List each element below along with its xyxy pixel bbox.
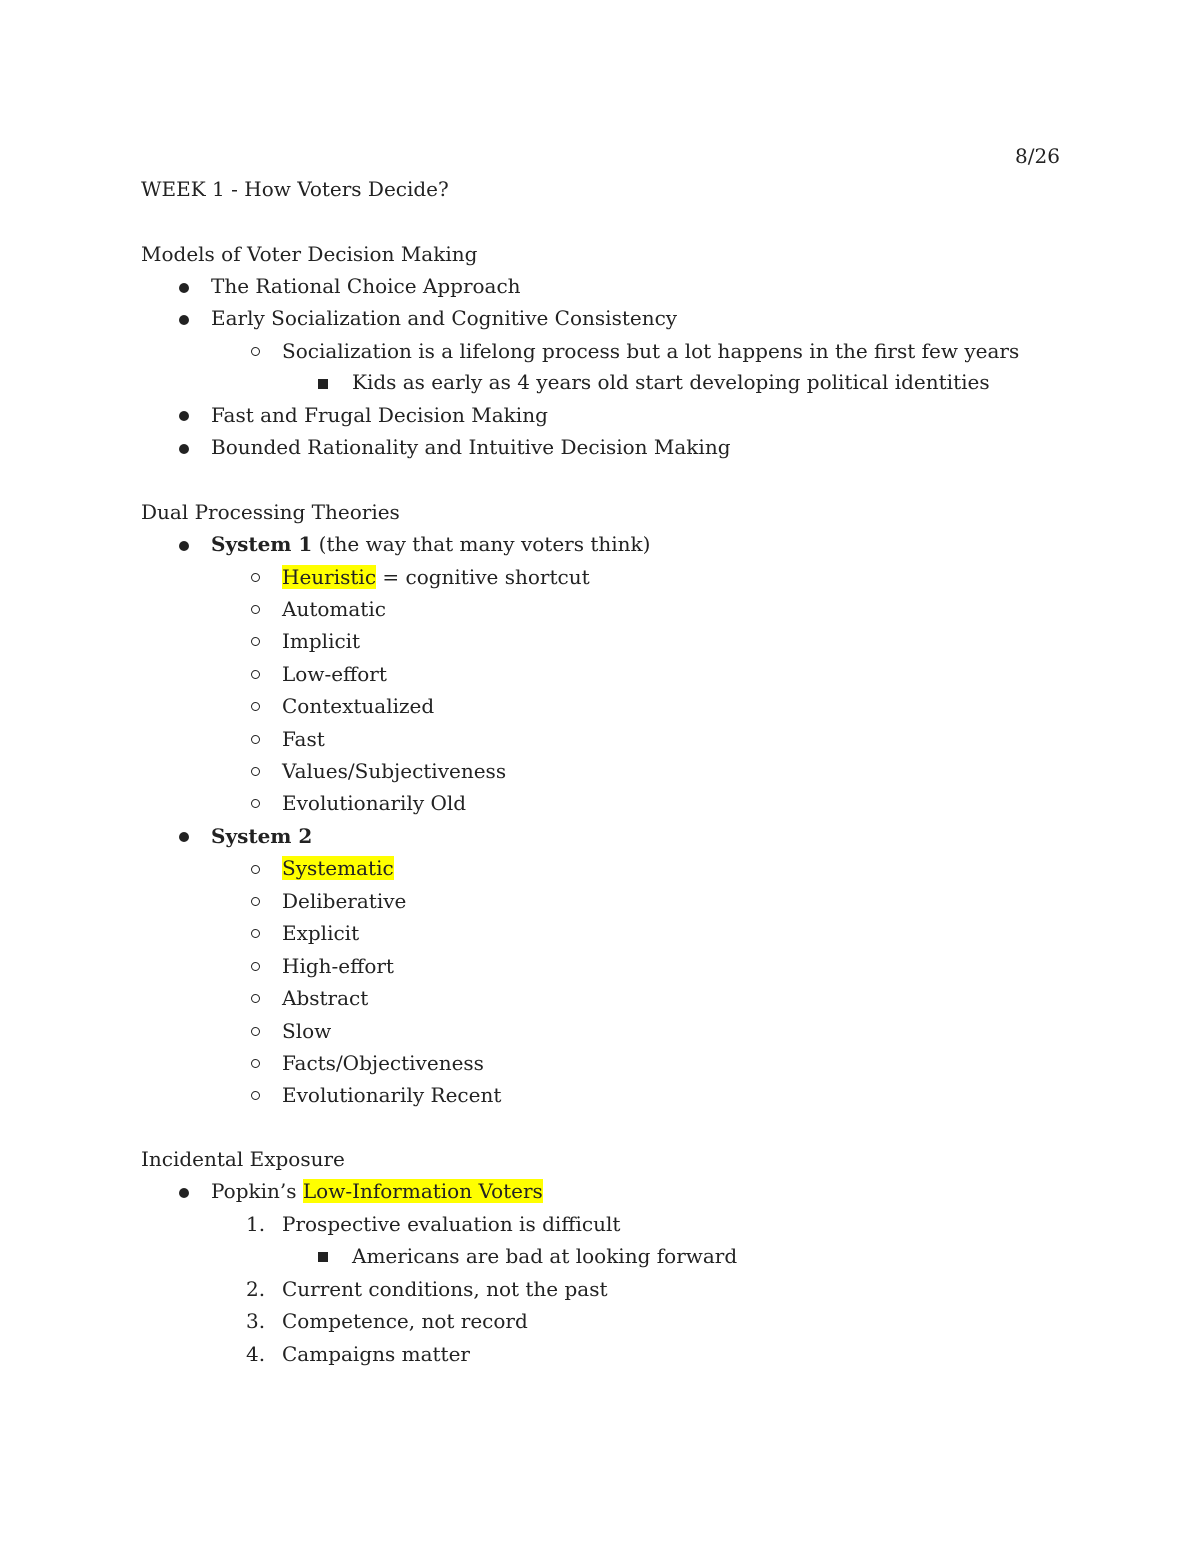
page-title: WEEK 1 - How Voters Decide? (141, 177, 449, 201)
list-item: Slow (282, 1018, 332, 1043)
bullet-circle-icon (251, 702, 260, 711)
bullet-circle-icon (251, 1059, 260, 1068)
bullet-circle-icon (251, 799, 260, 808)
highlighted-term: Systematic (282, 856, 394, 880)
bullet-disc-icon (179, 411, 189, 421)
highlighted-term: Heuristic (282, 565, 377, 589)
bullet-circle-icon (251, 1091, 260, 1100)
list-number: 3. (246, 1309, 266, 1333)
bullet-circle-icon (251, 962, 260, 971)
list-item: Early Socialization and Cognitive Consistency (211, 306, 678, 330)
term-definition: = cognitive shortcut (376, 565, 590, 589)
list-item: Evolutionarily Recent (282, 1083, 502, 1108)
list-item: Contextualized (282, 694, 435, 719)
bullet-square-icon (318, 1252, 328, 1262)
list-item: Implicit (282, 629, 361, 654)
list-item: High-effort (282, 953, 394, 978)
list-item (282, 564, 590, 590)
bullet-square-icon (318, 379, 328, 389)
list-number: 1. (246, 1212, 266, 1236)
section-heading-models: Models of Voter Decision Making (141, 242, 478, 266)
list-item: Abstract (282, 986, 369, 1011)
list-item-system-1 (211, 531, 650, 557)
bullet-circle-icon (251, 767, 260, 776)
bullet-disc-icon (179, 541, 189, 551)
bullet-circle-icon (251, 1027, 260, 1036)
list-item: Americans are bad at looking forward (352, 1244, 738, 1268)
list-item: Deliberative (282, 889, 407, 913)
list-item-popkin (211, 1178, 543, 1204)
bullet-circle-icon (251, 605, 260, 614)
bullet-circle-icon (251, 670, 260, 679)
bullet-circle-icon (251, 929, 260, 938)
system-1-label: System 1 (211, 532, 313, 556)
bullet-disc-icon (179, 444, 189, 454)
list-item: Fast and Frugal Decision Making (211, 403, 548, 427)
bullet-circle-icon (251, 347, 260, 356)
bullet-disc-icon (179, 283, 189, 293)
list-item: Explicit (282, 921, 360, 946)
list-item: Facts/Objectiveness (282, 1051, 484, 1075)
list-number: 2. (246, 1277, 266, 1301)
section-heading-dual-processing: Dual Processing Theories (141, 500, 400, 524)
popkin-prefix: Popkin’s (211, 1179, 303, 1203)
list-item: Evolutionarily Old (282, 791, 467, 816)
bullet-circle-icon (251, 865, 260, 874)
bullet-disc-icon (179, 1188, 189, 1198)
list-item: Values/Subjectiveness (282, 759, 507, 783)
list-item: Low-effort (282, 661, 387, 686)
numbered-item: Prospective evaluation is difficult (282, 1212, 621, 1236)
list-item: The Rational Choice Approach (211, 274, 521, 298)
section-heading-incidental: Incidental Exposure (141, 1147, 345, 1171)
bullet-circle-icon (251, 573, 260, 582)
list-item (282, 855, 394, 881)
list-item: Fast (282, 726, 325, 751)
bullet-circle-icon (251, 637, 260, 646)
bullet-disc-icon (179, 315, 189, 325)
list-item: Automatic (282, 597, 386, 621)
list-item: Socialization is a lifelong process but a lot happens in the first few years (282, 339, 1020, 363)
date-label: 8/26 (1015, 144, 1060, 168)
bullet-circle-icon (251, 994, 260, 1003)
highlighted-term: Low-Information Voters (302, 1179, 543, 1203)
bullet-circle-icon (251, 735, 260, 744)
numbered-item: Campaigns matter (282, 1342, 470, 1366)
numbered-item: Current conditions, not the past (282, 1277, 608, 1301)
list-item-system-2 (211, 823, 312, 849)
list-number: 4. (246, 1342, 266, 1366)
system-2-label: System 2 (211, 824, 313, 848)
system-1-description: (the way that many voters think) (312, 532, 651, 556)
bullet-circle-icon (251, 897, 260, 906)
list-item: Bounded Rationality and Intuitive Decision Making (211, 435, 731, 459)
list-item: Kids as early as 4 years old start developing political identities (352, 370, 990, 394)
numbered-item: Competence, not record (282, 1309, 528, 1333)
bullet-disc-icon (179, 832, 189, 842)
